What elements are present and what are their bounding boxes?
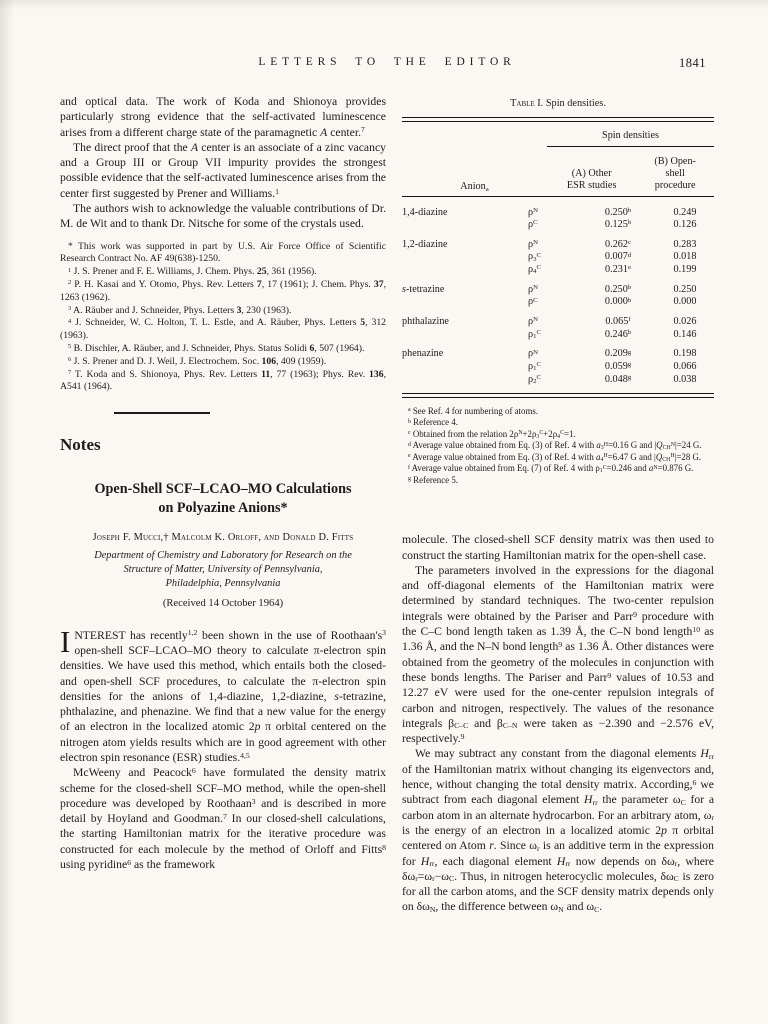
column-group [547, 130, 714, 196]
letter-body [60, 94, 386, 232]
article-received-date: (Received 14 October 1964) [162, 597, 284, 609]
anion-cell: 1,4-diazine [402, 206, 448, 218]
letter-paragraph: The authors wish to acknowledge the valuable contributions of Dr. M. de Wit and to thank Dr. Nitsche for some of the crystals used. [60, 202, 386, 231]
letter-footnotes [60, 241, 386, 395]
spin-densities-table [402, 199, 714, 386]
column-header-esr: (A) Other ESR studies [566, 168, 617, 191]
openshell-value-cell: 0.283 [673, 238, 697, 250]
footnote-item: $^5$ B. Dischler, A. Räuber, and J. Schneider, Phys. Status Solidi 6, 507 (1964). [68, 343, 365, 355]
table-row [402, 296, 714, 309]
table-row [402, 231, 714, 251]
symbol-cell: $\rho^N$ [528, 348, 538, 360]
esr-value-cell: 0.246$^b$ [604, 328, 632, 340]
drop-cap: I [60, 623, 71, 659]
column-header-anion: Anion $^a$ [460, 181, 489, 194]
openshell-value-cell: 0.198 [673, 348, 697, 360]
openshell-value-cell: 0.066 [673, 361, 697, 372]
table-footnote-item: $^b$ Reference 4. [408, 417, 458, 428]
article-paragraph: We may subtract any constant from the diagonal elements $H_{rr}$ of the Hamiltonian matrix without changing its eigenvectors and, hence, without changing the total density matrix. According,$^6$ we subtract from each diagonal element $H_{rr}$ the parameter $\omega_C$ for a carbon atom in an alternate hydrocarbon. For an arbitrary atom, $\omega_r$ is the energy of an electron in a localized atomic 2p π orbital centered on Atom r. Since $\omega_r$ is an additive term in the expression for $H_{rr}$, each diagonal element $H_{rr}$ now depends on $\delta\omega_r$, where $\delta\omega_r=\omega_r-\omega_C$. Thus, in nitrogen heterocyclic molecules, $\delta\omega_C$ is zero for all the carbon atoms, and the SCF density matrix depends only on $\delta\omega_N$, the difference between $\omega_N$ and $\omega_C$. [402, 747, 715, 914]
footnote-item: $^7$ T. Koda and S. Shionoya, Phys. Rev. Letters 11, 77 (1963); Phys. Rev. 136, A541 (1964). [60, 368, 386, 393]
anion-cell [402, 360, 528, 373]
footnote-item: $^3$ A. Räuber and J. Schneider, Phys. Letters 3, 230 (1963). [68, 304, 292, 316]
footnote-item: $^6$ J. S. Prener and D. J. Weil, J. Electrochem. Soc. 106, 409 (1959). [68, 355, 327, 367]
table-header [402, 122, 714, 196]
openshell-value-cell: 0.249 [673, 206, 697, 218]
letter-paragraph: The direct proof that the A center is an associate of a zinc vacancy and a Group III or Group VII impurity provides the strongest possible evidence that the self-activated luminescence arises from the center first suggested by Prener and Williams.$^1$ [60, 140, 386, 200]
symbol-cell: $\rho_4^C$ [528, 264, 541, 276]
esr-value-cell: 0.125$^b$ [604, 219, 632, 231]
running-head-title: LETTERS TO THE EDITOR [258, 56, 516, 68]
article-paragraph: molecule. The closed-shell SCF density matrix was then used to construct the starting Hamiltonian matrix for the open-shell case. [402, 533, 714, 562]
column-group-header: Spin densities [547, 130, 714, 147]
article-paragraph: McWeeny and Peacock$^6$ have formulated the density matrix scheme for the closed-shell SCF–MO method, while the open-shell procedure was developed by Roothaan$^3$ and is described in more detail by Hoyland and Goodman.$^7$ In our closed-shell calculations, the starting Hamiltonian matrix for the iterative procedure was constructed for each molecule by the method of Orloff and Fitts$^8$ using pyridine$^6$ as the framework [60, 766, 387, 872]
footnote-item: $^2$ P. H. Kasai and Y. Otomo, Phys. Rev. Letters 7, 17 (1961); J. Chem. Phys. 37, 1263 (1962). [60, 279, 386, 303]
end-of-letter-rule [114, 412, 210, 414]
esr-value-cell: 0.231e [605, 264, 631, 276]
anion-cell: 1,2-diazine [402, 238, 448, 250]
table-row [402, 373, 714, 386]
article-body-left [60, 623, 387, 873]
anion-cell: phenazine [402, 348, 444, 360]
openshell-value-cell: 0.250 [673, 283, 697, 295]
letter-paragraph: and optical data. The work of Koda and Shionoya provides particularly strong evidence that the self-activated luminescence arises from a different charge state of the paramagnetic A center.$^7$ [60, 95, 386, 139]
openshell-value-cell: 0.126 [673, 219, 697, 231]
footnote-item: * This work was supported in part by U.S. Air Force Office of Scientific Research Contract No. AF 49(638)-1250. [60, 240, 386, 265]
table-footnote-item: $^e$ Average value obtained from Eq. (3) of Ref. 4 with $a_4^H=6.47$ G and $|Q_{CH}^H|=28$ G. [408, 451, 702, 463]
page-number: 1841 [679, 56, 706, 70]
table-row [402, 360, 714, 373]
article-affiliation: Department of Chemistry and Laboratory for Research on the Structure of Matter, University of Pennsylvania, Philadelphia, Pennsylvania [94, 550, 352, 589]
esr-value-cell: 0.209$^g$ [604, 348, 632, 360]
table-footnote-item: $^d$ Average value obtained from Eq. (3) of Ref. 4 with $a_3^H=0.16$ G and $|Q_{CH}^N|=24$ G. [408, 440, 702, 452]
left-column [60, 94, 386, 915]
esr-value-cell: 0.262$^c$ [605, 238, 631, 250]
anion-cell [402, 251, 528, 264]
table-footnote-item: $^g$ Reference 5. [408, 474, 458, 485]
symbol-cell: $\rho^C$ [528, 296, 538, 308]
footnote-item: $^4$ J. Schneider, W. C. Holton, T. L. Estle, and A. Räuber, Phys. Letters 5, 312 (1963). [60, 317, 387, 342]
article-body-right [402, 532, 714, 914]
openshell-value-cell: 0.000 [673, 296, 697, 308]
symbol-cell: $\rho^C$ [528, 219, 538, 231]
openshell-value-cell: 0.146 [673, 328, 697, 340]
table-row [402, 219, 714, 232]
table-header-rule [402, 196, 714, 197]
table-footnotes [402, 406, 714, 487]
openshell-value-cell: 0.026 [673, 316, 697, 328]
notes-section-heading: Notes [60, 435, 101, 455]
table-footnote-item: $^a$ See Ref. 4 for numbering of atoms. [408, 405, 539, 416]
table-row [402, 276, 714, 296]
symbol-cell: $\rho^N$ [528, 206, 538, 218]
esr-value-cell: 0.250$^b$ [604, 283, 632, 295]
anion-cell [402, 219, 528, 232]
esr-value-cell: 0.250$^b$ [604, 206, 632, 218]
esr-value-cell: 0.059$^g$ [604, 361, 632, 372]
anion-cell [402, 296, 528, 309]
anion-cell [402, 328, 528, 341]
article-paragraph: The parameters involved in the expressions for the diagonal and off-diagonal elements of the Hamiltonian matrix were determined by standard techniques. The two-center repulsion integrals were obtained by the Pariser and Parr$^9$ procedure with the C–C bond length taken as 1.39 Å, the C–N bond length$^{10}$ as 1.36 Å, and the N–N bond length$^9$ as 1.36 Å. Other distances were obtained from the geometry of the molecules in conjunction with these bonds lengths. The Pariser and Parr$^9$ values of 10.53 and 12.27 eV were used for the one-center repulsion integrals of carbon and nitrogen, respectively. The values of the resonance integrals $\beta_{C-C}$ and $\beta_{C-N}$ were taken as −2.390 and −2.576 eV, respectively.$^9$ [402, 563, 714, 746]
anion-cell [402, 264, 528, 277]
esr-value-cell: 0.007$^d$ [604, 251, 632, 263]
symbol-cell: $\rho^N$ [528, 316, 538, 328]
table-row [402, 199, 714, 219]
openshell-value-cell: 0.018 [673, 251, 697, 263]
esr-value-cell: 0.065$^f$ [605, 316, 631, 328]
column-subheaders [547, 156, 714, 196]
anion-cell: phthalazine [402, 316, 449, 328]
column-header-openshell: (B) Open- shell procedure [654, 156, 696, 191]
table-row [402, 328, 714, 341]
table-row [402, 341, 714, 361]
right-column [402, 94, 714, 915]
table-row [402, 251, 714, 264]
symbol-cell: $\rho_3^C$ [528, 251, 541, 263]
table-row [402, 264, 714, 277]
openshell-value-cell: 0.199 [673, 264, 697, 276]
symbol-cell: $\rho_1^C$ [528, 361, 541, 373]
spin-table-body [402, 199, 714, 386]
table-caption-label: Table I. [510, 98, 544, 109]
symbol-cell: $\rho^N$ [528, 238, 538, 250]
anion-cell [402, 373, 528, 386]
symbol-cell: $\rho^N$ [528, 283, 538, 295]
table-bottom-rule [402, 393, 714, 398]
footnote-item: $^1$ J. S. Prener and F. E. Williams, J. Chem. Phys. 25, 361 (1956). [68, 266, 317, 278]
article-authors: Joseph F. Mucci,† Malcolm K. Orloff, and Donald D. Fitts [92, 532, 354, 544]
esr-value-cell: 0.048$^g$ [604, 373, 632, 385]
symbol-cell: $\rho_1^C$ [528, 328, 541, 340]
symbol-cell: $\rho_2^C$ [528, 373, 541, 385]
table-footnote-item: $^f$ Average value obtained from Eq. (7) of Ref. 4 with $\rho_1^C=0.246$ and $a^N=0.876$ G. [408, 463, 694, 475]
article-paragraph [60, 623, 387, 766]
openshell-value-cell: 0.038 [673, 373, 697, 385]
two-column-layout [60, 94, 714, 915]
running-head [60, 56, 714, 74]
table-caption-text: Spin densities. [543, 98, 606, 109]
table-row [402, 309, 714, 329]
paragraph-text: NTEREST has recently$^{1,2}$ been shown in the use of $Roothaan's^3$ open-shell SCF–LCAO–MO theory to calculate π-electron spin densities. We have used this method, which entails both the closed- and open-shell SCF procedures, to calculate the π-electron spin densities for the anions of 1,4-diazine, 1,2-diazine, s-tetrazine, phthalazine, and phenazine. We find that a new value for the energy of an electron in the localized atomic 2p π orbital centered on the nitrogen atom yields results which are in good agreement with other electron spin resonance (ESR) studies.$^{4,5}$ [60, 628, 387, 764]
article-title: Open-Shell SCF–LCAO–MO Calculations on Polyazine Anions* [94, 481, 352, 516]
table-caption [402, 98, 714, 109]
anion-cell: s-tetrazine [402, 283, 445, 295]
esr-value-cell: 0.000$^b$ [604, 296, 632, 308]
table-footnote-item: $^c$ Obtained from the relation $2\rho^N+2\rho_3^C+2\rho_4^C=1$. [408, 428, 576, 440]
